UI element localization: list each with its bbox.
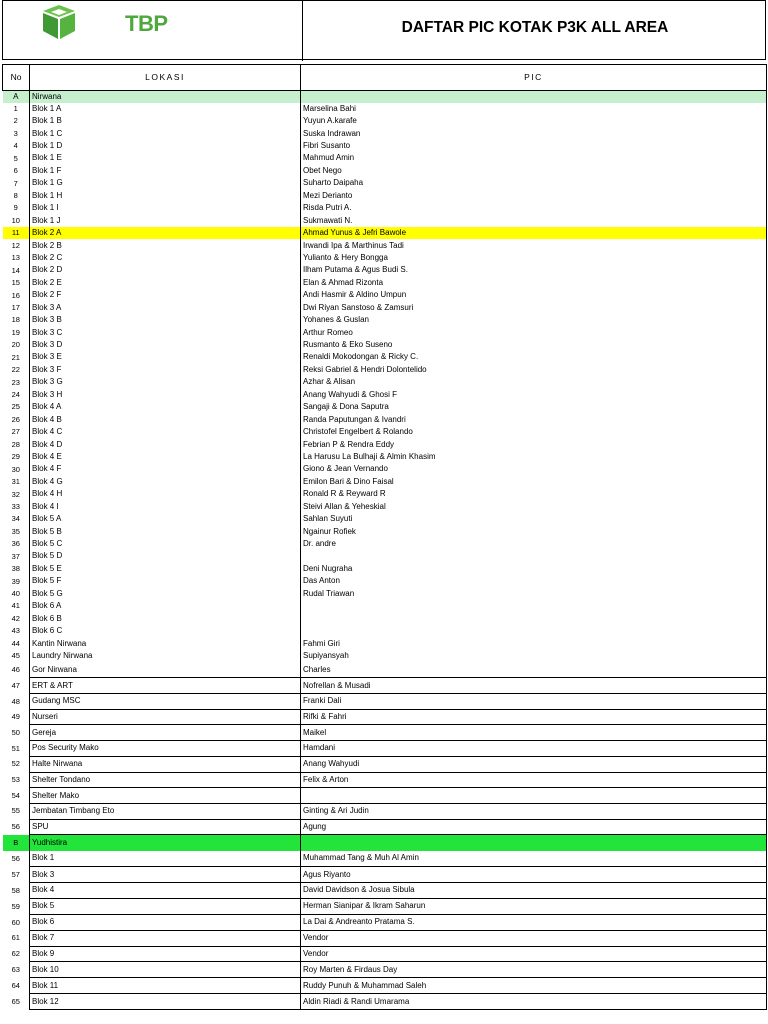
pic-cell: Marselina Bahi xyxy=(301,103,767,115)
cube-logo-icon xyxy=(39,3,89,41)
pic-cell: Reksi Gabriel & Hendri Dolontelido xyxy=(301,364,767,376)
pic-cell xyxy=(301,600,767,612)
location-cell: Blok 5 xyxy=(30,898,301,914)
table-row xyxy=(3,277,767,289)
row-number: 36 xyxy=(11,539,20,549)
location-cell: Blok 1 G xyxy=(30,177,301,189)
table-row xyxy=(3,451,767,463)
pic-cell: Mahmud Amin xyxy=(301,152,767,164)
table-row xyxy=(3,678,767,694)
location-cell: Blok 7 xyxy=(30,930,301,946)
row-number: 7 xyxy=(13,178,18,188)
table-row xyxy=(3,103,767,115)
row-number: 17 xyxy=(11,302,20,312)
row-number: 13 xyxy=(11,253,20,263)
table-row xyxy=(3,930,767,946)
location-cell: Nurseri xyxy=(30,709,301,725)
row-number: 47 xyxy=(11,680,20,690)
table-row xyxy=(3,463,767,475)
table-header-row xyxy=(3,65,767,91)
pic-cell: Rudal Triawan xyxy=(301,588,767,600)
section-row-nirwana xyxy=(3,91,767,103)
pic-cell xyxy=(301,625,767,637)
location-cell: Blok 5 B xyxy=(30,525,301,537)
row-number: 24 xyxy=(11,390,20,400)
location-cell: Blok 6 xyxy=(30,914,301,930)
table-row xyxy=(3,214,767,226)
location-cell: Blok 5 G xyxy=(30,588,301,600)
row-number: 6 xyxy=(13,166,18,176)
pic-table xyxy=(2,64,767,1010)
table-row xyxy=(3,525,767,537)
table-row xyxy=(3,289,767,301)
section-name: Yudhistira xyxy=(30,835,301,851)
pic-cell xyxy=(301,550,767,562)
location-cell: Blok 5 C xyxy=(30,538,301,550)
row-number: 56 xyxy=(11,853,20,863)
location-cell: Blok 6 C xyxy=(30,625,301,637)
table-row xyxy=(3,788,767,804)
row-number: 28 xyxy=(11,439,20,449)
location-cell: Blok 1 B xyxy=(30,115,301,127)
location-cell: Blok 3 xyxy=(30,867,301,883)
location-cell: Blok 2 C xyxy=(30,252,301,264)
pic-cell: Felix & Arton xyxy=(301,772,767,788)
location-cell: Blok 4 C xyxy=(30,426,301,438)
pic-cell: La Dai & Andreanto Pratama S. xyxy=(301,914,767,930)
pic-cell: Rifki & Fahri xyxy=(301,709,767,725)
section-name: Nirwana xyxy=(30,91,301,103)
table-row xyxy=(3,376,767,388)
row-number: 5 xyxy=(13,153,18,163)
column-header-pic: PIC xyxy=(301,65,767,91)
location-cell: Blok 2 F xyxy=(30,289,301,301)
pic-cell: Renaldi Mokodongan & Ricky C. xyxy=(301,351,767,363)
location-cell: Pos Security Mako xyxy=(30,741,301,757)
row-number: 56 xyxy=(11,822,20,832)
row-number: 51 xyxy=(11,743,20,753)
row-number: 15 xyxy=(11,278,20,288)
table-row xyxy=(3,819,767,835)
table-row xyxy=(3,694,767,710)
pic-cell: Nofrellan & Musadi xyxy=(301,678,767,694)
row-number: 4 xyxy=(13,141,18,151)
location-cell: Jembatan Timbang Eto xyxy=(30,803,301,819)
brand-name: TBP xyxy=(125,11,168,36)
pic-cell: Herman Sianipar & Ikram Saharun xyxy=(301,898,767,914)
pic-cell: Randa Paputungan & Ivandri xyxy=(301,413,767,425)
location-cell: Blok 3 A xyxy=(30,302,301,314)
pic-cell: Charles xyxy=(301,662,767,678)
row-number: 42 xyxy=(11,613,20,623)
location-cell: Blok 5 F xyxy=(30,575,301,587)
column-header-no: No xyxy=(3,65,30,91)
table-row xyxy=(3,426,767,438)
row-number: 26 xyxy=(11,414,20,424)
pic-cell: Ruddy Punuh & Muhammad Saleh xyxy=(301,978,767,994)
section-row-yudhistira xyxy=(3,835,767,851)
location-cell: Kantin Nirwana xyxy=(30,637,301,649)
pic-cell: Fibri Susanto xyxy=(301,140,767,152)
row-number: 3 xyxy=(13,128,18,138)
row-number: 29 xyxy=(11,452,20,462)
table-row xyxy=(3,364,767,376)
pic-cell: Febrian P & Rendra Eddy xyxy=(301,438,767,450)
location-cell: ERT & ART xyxy=(30,678,301,694)
location-cell: Blok 4 E xyxy=(30,451,301,463)
pic-cell: Agus Riyanto xyxy=(301,867,767,883)
location-cell: Blok 1 H xyxy=(30,190,301,202)
section-code: B xyxy=(3,835,30,851)
table-row xyxy=(3,476,767,488)
pic-cell: Anang Wahyudi & Ghosi F xyxy=(301,389,767,401)
table-row xyxy=(3,302,767,314)
pic-cell: Mezi Derianto xyxy=(301,190,767,202)
pic-cell: Dr. andre xyxy=(301,538,767,550)
row-number: 34 xyxy=(11,514,20,524)
table-row xyxy=(3,252,767,264)
row-number: 39 xyxy=(11,576,20,586)
location-cell: Blok 4 H xyxy=(30,488,301,500)
table-row xyxy=(3,600,767,612)
pic-cell: Ronald R & Reyward R xyxy=(301,488,767,500)
pic-cell: Azhar & Alisan xyxy=(301,376,767,388)
table-row xyxy=(3,389,767,401)
row-number: 38 xyxy=(11,564,20,574)
pic-cell: Sukmawati N. xyxy=(301,214,767,226)
page-title: DAFTAR PIC KOTAK P3K ALL AREA xyxy=(401,19,669,36)
table-row xyxy=(3,401,767,413)
row-number: 45 xyxy=(11,651,20,661)
table-row xyxy=(3,339,767,351)
pic-cell: Ginting & Ari Judin xyxy=(301,803,767,819)
table-row xyxy=(3,538,767,550)
pic-cell: Christofel Engelbert & Rolando xyxy=(301,426,767,438)
row-number: 54 xyxy=(11,790,20,800)
location-cell: Blok 2 D xyxy=(30,264,301,276)
pic-cell: Dwi Riyan Sanstoso & Zamsuri xyxy=(301,302,767,314)
row-number: 55 xyxy=(11,806,20,816)
document-header xyxy=(2,0,766,60)
pic-cell: Deni Nugraha xyxy=(301,563,767,575)
row-number: 64 xyxy=(11,981,20,991)
table-row xyxy=(3,709,767,725)
table-row xyxy=(3,946,767,962)
table-row xyxy=(3,772,767,788)
table-row xyxy=(3,513,767,525)
pic-cell: Ahmad Yunus & Jefri Bawole xyxy=(301,227,767,239)
row-number: 14 xyxy=(11,265,20,275)
location-cell: Blok 1 D xyxy=(30,140,301,152)
location-cell: Blok 6 B xyxy=(30,612,301,624)
row-number: 9 xyxy=(13,203,18,213)
table-row xyxy=(3,227,767,239)
row-number: 44 xyxy=(11,638,20,648)
row-number: 2 xyxy=(13,116,18,126)
row-number: 11 xyxy=(3,227,30,239)
pic-cell: Sahlan Suyuti xyxy=(301,513,767,525)
row-number: 63 xyxy=(11,965,20,975)
table-row xyxy=(3,140,767,152)
row-number: 53 xyxy=(11,775,20,785)
location-cell: Blok 11 xyxy=(30,978,301,994)
row-number: 18 xyxy=(11,315,20,325)
location-cell: Gereja xyxy=(30,725,301,741)
location-cell: Blok 5 D xyxy=(30,550,301,562)
pic-cell: La Harusu La Bulhaji & Almin Khasim xyxy=(301,451,767,463)
pic-cell: David Davidson & Josua Sibula xyxy=(301,883,767,899)
location-cell: Blok 2 E xyxy=(30,277,301,289)
location-cell: Blok 12 xyxy=(30,994,301,1010)
table-row xyxy=(3,741,767,757)
row-number: 27 xyxy=(11,427,20,437)
pic-cell: Vendor xyxy=(301,930,767,946)
table-row xyxy=(3,725,767,741)
row-number: 43 xyxy=(11,626,20,636)
row-number: 30 xyxy=(11,464,20,474)
pic-cell: Suharto Daipaha xyxy=(301,177,767,189)
pic-cell: Steivi Allan & Yeheskial xyxy=(301,501,767,513)
table-row xyxy=(3,326,767,338)
row-number: 52 xyxy=(11,759,20,769)
pic-cell: Roy Marten & Firdaus Day xyxy=(301,962,767,978)
location-cell: Blok 6 A xyxy=(30,600,301,612)
location-cell: Blok 4 B xyxy=(30,413,301,425)
location-cell: Blok 1 C xyxy=(30,127,301,139)
location-cell: Gor Nirwana xyxy=(30,662,301,678)
location-cell: Blok 3 D xyxy=(30,339,301,351)
row-number: 40 xyxy=(11,589,20,599)
location-cell: Blok 1 J xyxy=(30,214,301,226)
row-number: 62 xyxy=(11,949,20,959)
location-cell: Blok 1 xyxy=(30,851,301,867)
table-row xyxy=(3,115,767,127)
section-code: A xyxy=(3,91,30,103)
pic-cell: Franki Dali xyxy=(301,694,767,710)
pic-cell: Aldin Riadi & Randi Umarama xyxy=(301,994,767,1010)
table-row xyxy=(3,637,767,649)
row-number: 20 xyxy=(11,340,20,350)
table-row xyxy=(3,501,767,513)
pic-cell: Yohanes & Guslan xyxy=(301,314,767,326)
column-header-lokasi: LOKASI xyxy=(30,65,301,91)
table-row xyxy=(3,962,767,978)
table-row xyxy=(3,662,767,678)
row-number: 48 xyxy=(11,696,20,706)
table-row xyxy=(3,488,767,500)
row-number: 49 xyxy=(11,712,20,722)
location-cell: Blok 4 G xyxy=(30,476,301,488)
pic-cell: Yulianto & Hery Bongga xyxy=(301,252,767,264)
pic-cell: Suska Indrawan xyxy=(301,127,767,139)
pic-cell: Hamdani xyxy=(301,741,767,757)
table-row xyxy=(3,914,767,930)
row-number: 31 xyxy=(11,477,20,487)
table-row xyxy=(3,867,767,883)
location-cell: Blok 10 xyxy=(30,962,301,978)
row-number: 33 xyxy=(11,501,20,511)
row-number: 58 xyxy=(11,885,20,895)
location-cell: Gudang MSC xyxy=(30,694,301,710)
pic-cell: Vendor xyxy=(301,946,767,962)
pic-cell: Anang Wahyudi xyxy=(301,756,767,772)
location-cell: Blok 3 E xyxy=(30,351,301,363)
pic-cell: Ngainur Rofiek xyxy=(301,525,767,537)
location-cell: Blok 9 xyxy=(30,946,301,962)
pic-cell: Andi Hasmir & Aldino Umpun xyxy=(301,289,767,301)
pic-cell: Yuyun A.karafe xyxy=(301,115,767,127)
pic-cell: Muhammad Tang & Muh Al Amin xyxy=(301,851,767,867)
pic-cell: Supiyansyah xyxy=(301,650,767,662)
table-row xyxy=(3,625,767,637)
row-number: 12 xyxy=(11,240,20,250)
table-row xyxy=(3,239,767,251)
table-row xyxy=(3,550,767,562)
table-row xyxy=(3,190,767,202)
pic-cell: Arthur Romeo xyxy=(301,326,767,338)
table-body xyxy=(3,91,767,1010)
section-pic-empty xyxy=(301,91,767,103)
row-number: 22 xyxy=(11,365,20,375)
row-number: 46 xyxy=(11,665,20,675)
table-row xyxy=(3,314,767,326)
pic-cell: Emilon Bari & Dino Faisal xyxy=(301,476,767,488)
pic-cell: Das Anton xyxy=(301,575,767,587)
pic-cell: Fahmi Giri xyxy=(301,637,767,649)
pic-cell: Obet Nego xyxy=(301,165,767,177)
location-cell: Blok 2 A xyxy=(30,227,301,239)
table-row xyxy=(3,575,767,587)
table-row xyxy=(3,563,767,575)
pic-cell: Sangaji & Dona Saputra xyxy=(301,401,767,413)
location-cell: Blok 5 E xyxy=(30,563,301,575)
table-row xyxy=(3,612,767,624)
table-row xyxy=(3,413,767,425)
table-row xyxy=(3,883,767,899)
pic-cell: Irwandi Ipa & Marthinus Tadi xyxy=(301,239,767,251)
row-number: 21 xyxy=(11,352,20,362)
pic-cell: Agung xyxy=(301,819,767,835)
location-cell: Shelter Tondano xyxy=(30,772,301,788)
pic-cell: Elan & Ahmad Rizonta xyxy=(301,277,767,289)
row-number: 50 xyxy=(11,728,20,738)
location-cell: Blok 1 I xyxy=(30,202,301,214)
pic-cell xyxy=(301,788,767,804)
table-row xyxy=(3,202,767,214)
row-number: 32 xyxy=(11,489,20,499)
row-number: 10 xyxy=(11,215,20,225)
row-number: 16 xyxy=(11,290,20,300)
section-pic-empty xyxy=(301,835,767,851)
table-row xyxy=(3,438,767,450)
location-cell: Blok 3 C xyxy=(30,326,301,338)
location-cell: Halte Nirwana xyxy=(30,756,301,772)
location-cell: Shelter Mako xyxy=(30,788,301,804)
row-number: 19 xyxy=(11,327,20,337)
row-number: 37 xyxy=(11,551,20,561)
pic-cell xyxy=(301,612,767,624)
location-cell: SPU xyxy=(30,819,301,835)
row-number: 59 xyxy=(11,901,20,911)
row-number: 65 xyxy=(11,996,20,1006)
location-cell: Blok 3 F xyxy=(30,364,301,376)
location-cell: Blok 1 F xyxy=(30,165,301,177)
table-row xyxy=(3,851,767,867)
table-row xyxy=(3,756,767,772)
tbp-logo xyxy=(39,3,168,41)
location-cell: Blok 3 G xyxy=(30,376,301,388)
location-cell: Blok 5 A xyxy=(30,513,301,525)
location-cell: Blok 4 xyxy=(30,883,301,899)
pic-cell: Maikel xyxy=(301,725,767,741)
location-cell: Blok 4 D xyxy=(30,438,301,450)
pic-cell: Risda Putri A. xyxy=(301,202,767,214)
location-cell: Blok 3 H xyxy=(30,389,301,401)
table-row xyxy=(3,803,767,819)
table-row xyxy=(3,650,767,662)
row-number: 57 xyxy=(11,869,20,879)
table-row xyxy=(3,152,767,164)
pic-cell: Rusmanto & Eko Suseno xyxy=(301,339,767,351)
row-number: 1 xyxy=(13,103,18,113)
row-number: 25 xyxy=(11,402,20,412)
row-number: 23 xyxy=(11,377,20,387)
location-cell: Blok 1 E xyxy=(30,152,301,164)
location-cell: Blok 1 A xyxy=(30,103,301,115)
location-cell: Blok 4 F xyxy=(30,463,301,475)
row-number: 8 xyxy=(13,191,18,201)
table-row xyxy=(3,978,767,994)
table-row xyxy=(3,351,767,363)
location-cell: Laundry Nirwana xyxy=(30,650,301,662)
location-cell: Blok 3 B xyxy=(30,314,301,326)
row-number: 61 xyxy=(11,933,20,943)
table-row xyxy=(3,994,767,1010)
table-row xyxy=(3,264,767,276)
location-cell: Blok 4 A xyxy=(30,401,301,413)
row-number: 41 xyxy=(11,601,20,611)
row-number: 35 xyxy=(11,526,20,536)
pic-cell: Giono & Jean Vernando xyxy=(301,463,767,475)
table-row xyxy=(3,177,767,189)
table-row xyxy=(3,127,767,139)
location-cell: Blok 4 I xyxy=(30,501,301,513)
table-row xyxy=(3,898,767,914)
row-number: 60 xyxy=(11,917,20,927)
pic-cell: Ilham Putama & Agus Budi S. xyxy=(301,264,767,276)
location-cell: Blok 2 B xyxy=(30,239,301,251)
table-row xyxy=(3,165,767,177)
table-row xyxy=(3,588,767,600)
